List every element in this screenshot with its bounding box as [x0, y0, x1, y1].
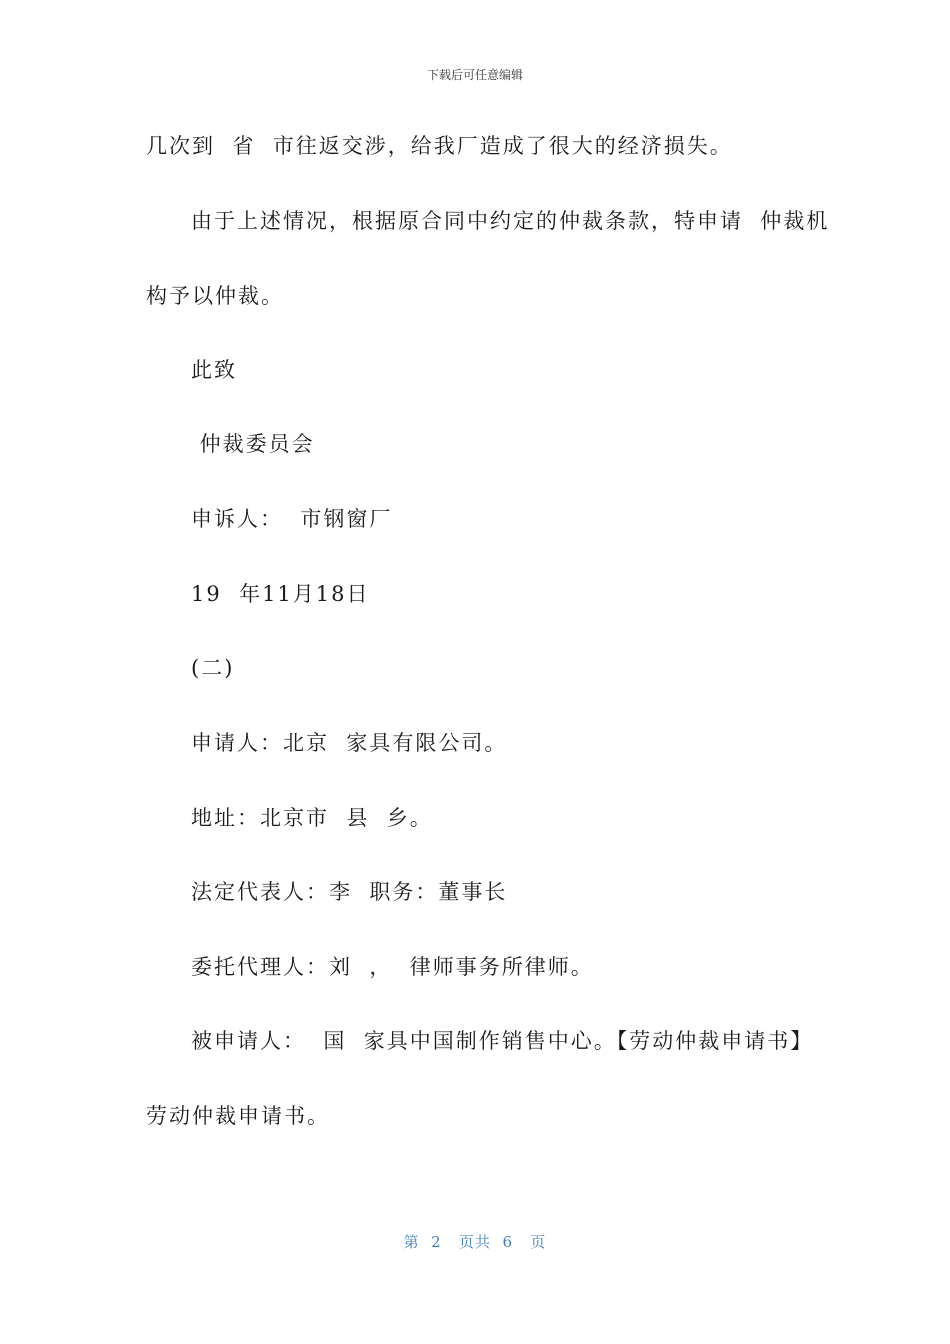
legal-representative-line: 法定代表人：李 职务：董事长 — [191, 880, 508, 904]
respondent-line: 被申请人： 国 家具中国制作销售中心。【劳动仲裁申请书】 — [191, 1029, 814, 1053]
addressee-line: 仲裁委员会 — [191, 432, 315, 456]
page-header: 下载后可任意编辑 — [426, 68, 523, 82]
paragraph-line-3: 构予以仲裁。 — [146, 284, 284, 308]
salutation-line: 此致 — [191, 358, 237, 382]
section-heading: (二) — [191, 656, 235, 680]
complainant-line: 申诉人： 市钢窗厂 — [191, 507, 393, 531]
agent-line: 委托代理人：刘 ， 律师事务所律师。 — [191, 955, 594, 979]
paragraph-line-2: 由于上述情况，根据原合同中约定的仲裁条款，特申请 仲裁机 — [191, 209, 830, 233]
date-line: 19 年11月18日 — [191, 582, 370, 606]
applicant-line: 申请人：北京 家具有限公司。 — [191, 731, 508, 755]
closing-line: 劳动仲裁申请书。 — [146, 1104, 330, 1128]
paragraph-line-1: 几次到 省 市往返交涉，给我厂造成了很大的经济损失。 — [146, 134, 733, 158]
page-footer: 第 2 页共 6 页 — [403, 1233, 547, 1251]
address-line: 地址：北京市 县 乡。 — [191, 806, 433, 830]
